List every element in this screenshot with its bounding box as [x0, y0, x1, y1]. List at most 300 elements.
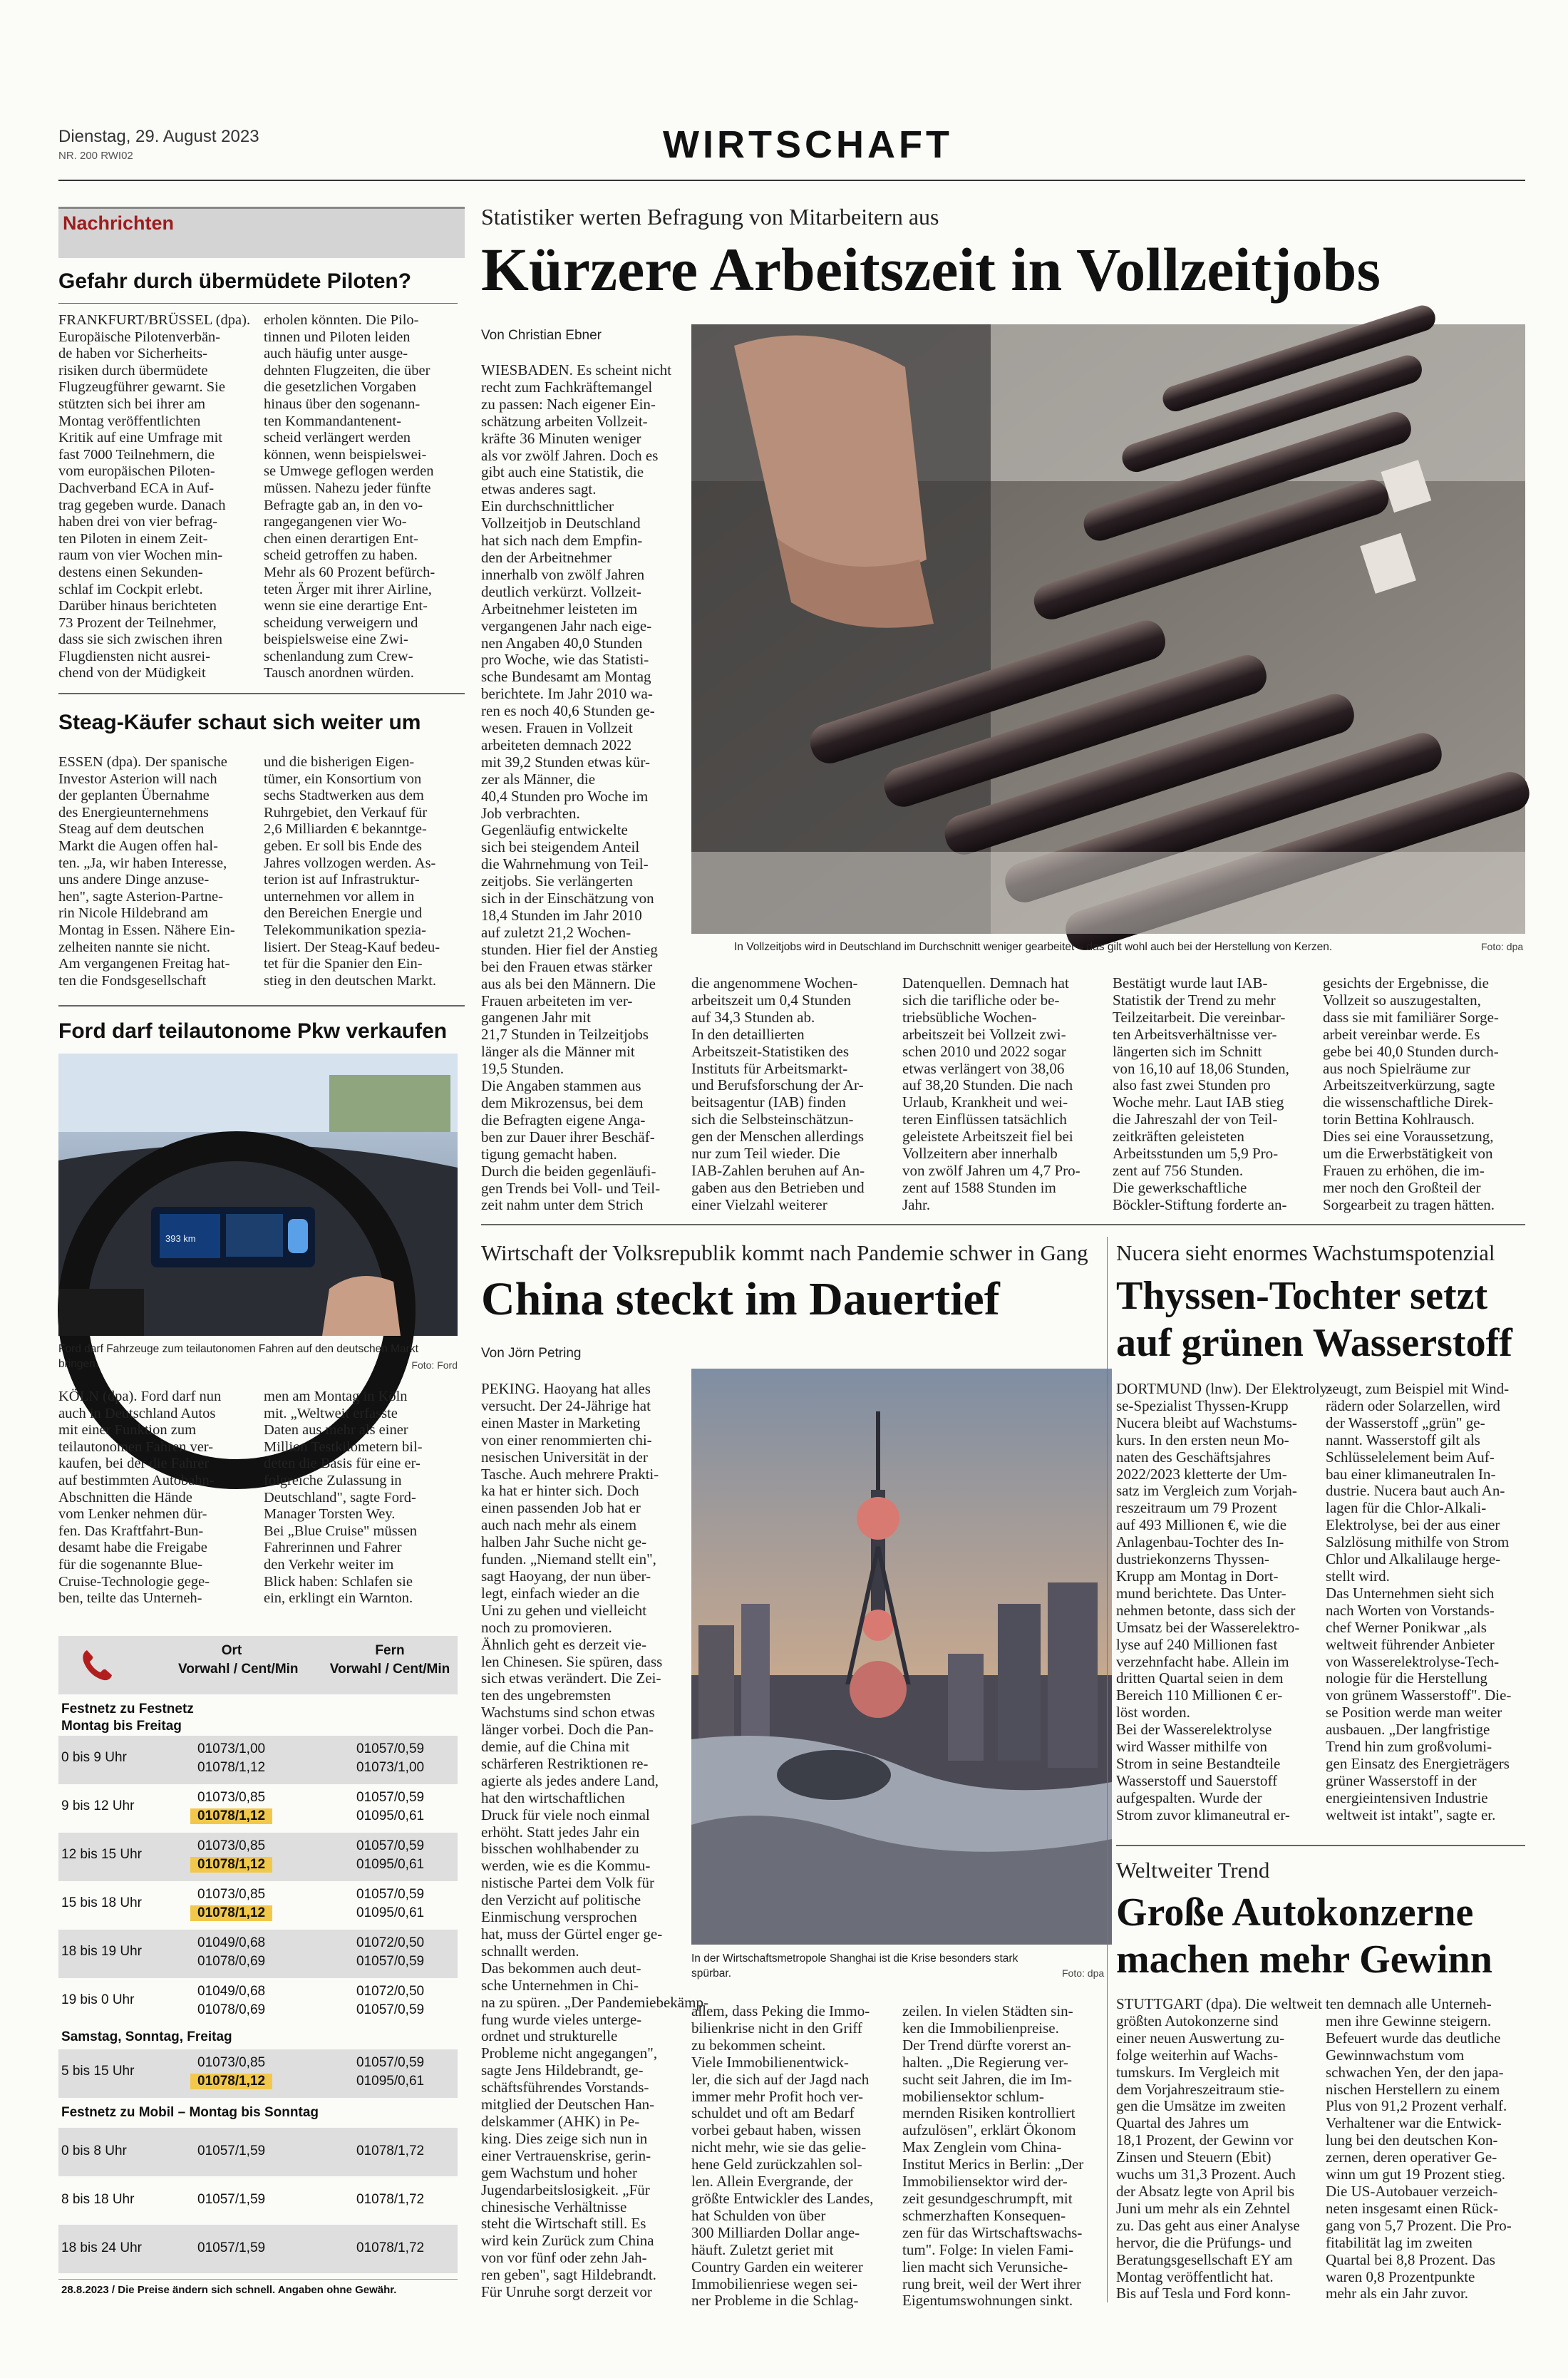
text-line: einer Vertrauenskrise, gerin- — [481, 2146, 651, 2164]
tariff-cell: 01095/0,61 — [356, 2074, 425, 2089]
text-line: Vollzeitern aber innerhalb — [902, 1145, 1058, 1163]
text-line: einen Master in Marketing — [481, 1414, 641, 1431]
text-line: nesischen Universität in der — [481, 1448, 648, 1466]
divider — [58, 1005, 465, 1007]
text-line: aufgespalten. Wurde der — [1116, 1788, 1262, 1806]
text-line: die Jahreszahl der von Teil- — [1113, 1111, 1278, 1128]
text-line: Arbeitszeitverkürzung, sagte — [1323, 1076, 1495, 1094]
text-line: men ihre Gewinne steigern. — [1326, 2012, 1492, 2029]
text-line: Montag in Essen. Nähere Ein- — [58, 922, 235, 938]
text-line: raum von vier Wochen min- — [58, 547, 223, 564]
ford-dashboard-photo — [58, 1054, 458, 1336]
tariff-footnote: 28.8.2023 / Die Preise ändern sich schnell. Angaben ohne Gewähr. — [61, 2284, 397, 2296]
text-line: demie, auf die China mit — [481, 1738, 630, 1756]
text-line: mit. „Weltweit erfasste — [264, 1405, 398, 1421]
text-line: ben, teilte das Unterneh- — [58, 1590, 202, 1607]
text-line: se Position werde man weiter — [1326, 1704, 1502, 1721]
text-line: Salzlösung mithilfe von Strom — [1326, 1533, 1510, 1551]
text-line: se Umwege geflogen werden — [264, 463, 434, 480]
china-kicker: Wirtschaft der Volksrepublik kommt nach Pandemie schwer in Gang — [481, 1240, 1088, 1265]
text-line: Vollzeit so auszugestalten, — [1323, 991, 1481, 1009]
text-line: fung wurde vieles unterge- — [481, 2010, 642, 2028]
text-line: Ein durchschnittlicher — [481, 498, 614, 515]
nucera-headline-2: auf grünen Wasserstoff — [1116, 1321, 1512, 1365]
text-line: zu. Das geht aus einer Analyse — [1116, 2216, 1300, 2234]
text-line: mehr als ein Jahr zuvor. — [1326, 2285, 1469, 2302]
shanghai-photo-caption: In der Wirtschaftsmetropole Shanghai ist die Krise besonders stark spürbar. — [691, 1952, 1018, 1980]
text-line: bei den Frauen etwas stärker — [481, 957, 653, 975]
text-line: STUTTGART (dpa). Die weltweit — [1116, 1995, 1322, 2012]
ford-photo-caption — [58, 1342, 458, 1373]
text-line: Viele Immobilienentwick- — [691, 2053, 849, 2071]
text-line: Country Garden ein weiterer — [691, 2258, 863, 2275]
shanghai-photo-credit: Foto: dpa — [1062, 1967, 1105, 1979]
text-line: von einer renommierten chi- — [481, 1431, 652, 1448]
text-line: aufzulösen", erklärt Ökonom — [902, 2121, 1076, 2139]
tariff-cell: 01078/0,69 — [197, 2002, 266, 2017]
text-line: nistische Partei dem Volk für — [481, 1874, 655, 1892]
text-line: größten Autokonzerne sind — [1116, 2012, 1279, 2029]
text-line: zernen, deren operativer Ge- — [1326, 2148, 1497, 2166]
text-line: Million Testkilometern bil- — [264, 1438, 423, 1455]
text-line: Steag auf dem deutschen — [58, 821, 205, 838]
tariff-cell: 01057/0,59 — [356, 1838, 425, 1853]
text-line: haben drei von vier befrag- — [58, 514, 218, 530]
text-line: vom europäischen Piloten- — [58, 463, 215, 480]
text-line: In den detaillierten — [691, 1025, 805, 1043]
text-line: als vor zwölf Jahren. Doch es — [481, 446, 659, 464]
tariff-cell: 01073/1,00 — [356, 1760, 425, 1775]
text-line: ten Piloten in einem Zeit- — [58, 530, 208, 547]
text-line: erhöht. Statt jedes Jahr ein — [481, 1823, 640, 1841]
text-line: king. Dies zeige sich nun in — [481, 2129, 648, 2147]
text-line: vergangenen Jahr nach eige- — [481, 617, 652, 634]
tariff-row — [58, 1930, 458, 1978]
text-line: nicht mehr, wie sie das gelie- — [691, 2138, 867, 2156]
text-line: gen Einsatz des Energieträgers — [1326, 1754, 1510, 1772]
text-line: Die Angaben stammen aus — [481, 1077, 641, 1095]
text-line: vom Lenker nehmen dür- — [58, 1506, 207, 1523]
text-line: Vollzeitjob in Deutschland — [481, 515, 641, 532]
news-headline-steag: Steag-Käufer schaut sich weiter um — [58, 711, 421, 734]
text-line: Eigentumswohnungen sinkt. — [902, 2292, 1073, 2310]
phone-icon — [78, 1646, 115, 1687]
text-line: se-Spezialist Thyssen-Krupp — [1116, 1396, 1289, 1414]
text-line: nannt. Wasserstoff gilt als — [1326, 1431, 1480, 1448]
text-line: fitabilität lag im zweiten — [1326, 2233, 1472, 2251]
text-line: dass sie sich zwischen ihren — [58, 632, 222, 648]
text-line: Statistik der Trend zu mehr — [1113, 991, 1276, 1009]
text-line: tumskurs. Im Vergleich mit — [1116, 2063, 1280, 2081]
tariff-cell: 01078/1,12 — [190, 1857, 272, 1873]
text-line: halben Jahr Suche nicht ge- — [481, 1533, 647, 1551]
text-line: die Wahrnehmung von Teil- — [481, 855, 649, 873]
tariff-header-row — [58, 1636, 458, 1694]
text-line: hervor, die die Prüfungs- und — [1116, 2233, 1291, 2251]
text-line: gem Wachstum und hoher — [481, 2163, 637, 2181]
text-line: Instituts für Arbeitsmarkt- — [691, 1059, 848, 1077]
text-line: Urlaub, Krankheit und wei- — [902, 1093, 1068, 1111]
tariff-cell: 01057/1,59 — [197, 2240, 266, 2255]
section-title: WIRTSCHAFT — [663, 123, 953, 166]
auto-col-2 — [1326, 1996, 1525, 2302]
text-line: größte Entwickler des Landes, — [691, 2189, 874, 2207]
text-line: Uni zu gehen und vielleicht — [481, 1601, 647, 1619]
text-line: Gewinnwachstum vom — [1326, 2046, 1465, 2064]
text-line: sucht seit Jahren, die im Im- — [902, 2070, 1072, 2088]
text-line: ESSEN (dpa). Der spanische — [58, 754, 227, 770]
text-line: Elektrolyse, bei der aus einer — [1326, 1516, 1500, 1534]
tariff-cell: 01078/1,72 — [356, 2240, 425, 2255]
tariff-cell: 01078/1,12 — [190, 1905, 272, 1921]
text-line: löst worden. — [1116, 1704, 1190, 1721]
tariff-row — [58, 1784, 458, 1833]
nucera-col-2 — [1326, 1381, 1525, 1824]
text-line: Jugendarbeitslosigkeit. „Für — [481, 2181, 650, 2198]
tariff-cell: 01072/0,50 — [356, 1935, 425, 1950]
text-line: 73 Prozent der Teilnehmer, — [58, 614, 217, 631]
text-line: wuchs um 31,3 Prozent. Auch — [1116, 2166, 1296, 2183]
text-line: Der Trend dürfte vorerst an- — [902, 2036, 1071, 2054]
text-line: reszeitraum um 79 Prozent — [1116, 1499, 1277, 1517]
text-line: die Befragten eigene Anga- — [481, 1111, 646, 1128]
text-line: rangegangenen vier Wo- — [264, 514, 407, 530]
text-line: sche Unternehmen in Chi- — [481, 1976, 639, 1994]
text-line: lien macht sich Verunsiche- — [902, 2258, 1068, 2275]
text-line: schenlandung zum Crew- — [264, 648, 413, 664]
text-line: hinaus über den sogenann- — [264, 396, 421, 412]
text-line: WIESBADEN. Es scheint nicht — [481, 361, 672, 379]
text-line: folge weiterhin auf Wachs- — [1116, 2046, 1279, 2064]
section-2-label: Samstag, Sonntag, Freitag — [61, 2029, 232, 2044]
text-line: tümer, ein Konsortium von — [264, 771, 422, 787]
text-line: auch häufig unter ausge- — [264, 346, 408, 362]
auto-headline-2: machen mehr Gewinn — [1116, 1937, 1492, 1982]
text-line: hene Geld zurückzahlen sol- — [691, 2156, 862, 2173]
text-line: Frauen zu erhöhen, die im- — [1323, 1161, 1485, 1179]
text-line: hat den wirtschaftlichen — [481, 1788, 625, 1806]
text-line: torin Bettina Kohlrausch. — [1323, 1111, 1475, 1128]
ford-photo-credit: Foto: Ford — [411, 1359, 458, 1371]
tariff-cell: 01057/1,59 — [197, 2143, 266, 2158]
text-line: terion ist auf Infrastruktur- — [264, 872, 420, 888]
text-line: Abschnitten die Hände — [58, 1489, 192, 1505]
text-line: einer neuen Auswertung zu- — [1116, 2029, 1285, 2047]
text-line: Befragte gab an, in den vo- — [264, 497, 423, 513]
china-col-3 — [902, 2003, 1103, 2310]
text-line: len. Allein Evergrande, der — [691, 2173, 853, 2191]
tariff-cell: 19 bis 0 Uhr — [61, 1992, 135, 2007]
text-line: arbeit vereinbar werde. Es — [1323, 1025, 1480, 1043]
section-1-line-1: Festnetz zu Festnetz — [61, 1702, 194, 1716]
text-line: unternehmen vor allem in — [264, 888, 415, 905]
text-line: ten des ungebremsten — [481, 1687, 611, 1704]
text-line: energieintensiven Industrie — [1326, 1788, 1488, 1806]
tariff-cell: 01073/0,85 — [197, 1887, 266, 1902]
text-line: auf 493 Millionen €, wie die — [1116, 1516, 1287, 1534]
text-line: schuldet und oft am Bedarf — [691, 2104, 855, 2122]
tariff-row — [58, 1881, 458, 1930]
text-line: dehnten Flugzeiten, die über — [264, 362, 430, 379]
text-line: sagte Jens Hildebrandt, ge- — [481, 2062, 644, 2079]
text-line: zent auf 1588 Stunden im — [902, 1178, 1056, 1196]
text-line: stützten sich bei ihrer am — [58, 396, 206, 412]
text-line: bau einer klimaneutralen In- — [1326, 1465, 1496, 1483]
text-line: neten insgesamt einen Rück- — [1326, 2199, 1499, 2217]
text-line: schnallt werden. — [481, 1942, 579, 1960]
text-line: ren geben", sagt Hildebrandt. — [481, 2266, 656, 2284]
text-line: Bei der Wasserelektrolyse — [1116, 1721, 1272, 1739]
text-line: allem, dass Peking die Immo- — [691, 2002, 870, 2019]
text-line: naten des Geschäftsjahres — [1116, 1448, 1271, 1466]
text-line: zent auf 756 Stunden. — [1113, 1161, 1244, 1179]
text-line: 2,6 Milliarden € bekanntge- — [264, 821, 427, 838]
text-line: sich etwas verändert. Die Zei- — [481, 1669, 661, 1687]
text-line: auf bestimmten Autobahn- — [58, 1472, 215, 1488]
text-line: die wissenschaftliche Direk- — [1323, 1093, 1494, 1111]
text-line: schlaf im Cockpit erlebt. — [58, 581, 203, 597]
text-line: delskammer (AHK) in Pe- — [481, 2112, 640, 2130]
tariff-cell: 01073/0,85 — [197, 1838, 266, 1853]
text-line: teten Ärger mit ihrer Airline, — [264, 581, 432, 597]
text-line: immer mehr Profit hoch ver- — [691, 2087, 864, 2105]
text-line: sich bei steigendem Anteil — [481, 838, 640, 856]
tariff-row — [58, 1978, 458, 2027]
auto-col-1 — [1116, 1995, 1322, 2302]
text-line: der geplanten Übernahme — [58, 788, 210, 804]
text-line: nehmen betonte, dass sich der — [1116, 1601, 1296, 1619]
china-headline: China steckt im Dauertief — [481, 1273, 1000, 1325]
text-line: von grünem Wasserstoff". Die- — [1326, 1687, 1512, 1704]
text-line: Max Zenglein vom China- — [902, 2138, 1062, 2156]
candle-photo-credit: Foto: dpa — [1481, 941, 1524, 952]
main-col-4 — [1113, 975, 1314, 1214]
text-line: Sorgearbeit zu tragen hätten. — [1323, 1195, 1495, 1213]
tariff-row — [58, 1833, 458, 1881]
text-line: ein, erklingt ein Warnton. — [264, 1590, 413, 1607]
news-headline-ford: Ford darf teilautonome Pkw verkaufen — [58, 1019, 448, 1043]
text-line: gesichts der Ergebnisse, die — [1323, 974, 1489, 992]
text-line: Schlüsselelement beim Auf- — [1326, 1448, 1495, 1466]
text-line: Teilzeitarbeit. Die vereinbar- — [1113, 1008, 1286, 1026]
tariff-cell: 01095/0,61 — [356, 1808, 425, 1823]
text-line: sche Bundesamt am Montag — [481, 668, 651, 686]
shanghai-photo — [691, 1369, 1112, 1945]
news-ford-col-2 — [264, 1389, 460, 1607]
text-line: schätzung arbeiten Vollzeit- — [481, 412, 648, 430]
text-line: 18,1 Prozent, der Gewinn vor — [1116, 2131, 1294, 2149]
text-line: ten Arbeitsverhältnisse ver- — [1113, 1025, 1277, 1043]
text-line: den Verzicht auf politische — [481, 1891, 641, 1909]
text-line: auf 38,20 Stunden. Die nach — [902, 1076, 1073, 1094]
text-line: Immobilienriese wegen sei- — [691, 2275, 858, 2292]
text-line: zeit gesundgeschrumpft, mit — [902, 2189, 1073, 2207]
tariff-row — [58, 2128, 458, 2176]
text-line: schen 2010 und 2022 sogar — [902, 1042, 1066, 1060]
text-line: 18,4 Stunden im Jahr 2010 — [481, 907, 642, 924]
text-line: Verhaltener war die Entwick- — [1326, 2114, 1502, 2132]
text-line: na zu spüren. „Der Pandemiebekämp- — [481, 1993, 708, 2011]
ford-caption-text: Ford darf Fahrzeuge zum teilautonomen Fahren auf den deutschen Markt bringen. — [58, 1343, 418, 1370]
text-line: Wachstums sind schon etwas — [481, 1704, 655, 1721]
text-line: Europäische Pilotenverbän- — [58, 329, 221, 345]
text-line: 21,7 Stunden in Teilzeitjobs — [481, 1026, 649, 1044]
text-line: Institut Merics in Berlin: „Der — [902, 2156, 1084, 2173]
auto-kicker: Weltweiter Trend — [1116, 1858, 1270, 1883]
tariff-cell: 12 bis 15 Uhr — [61, 1847, 143, 1862]
text-line: weltweit führender Anbieter — [1326, 1635, 1495, 1653]
main-headline: Kürzere Arbeitszeit in Vollzeitjobs — [481, 235, 1381, 304]
text-line: Plus von 91,2 Prozent verhalf. — [1326, 2097, 1507, 2115]
text-line: Anlagenbau-Tochter des In- — [1116, 1533, 1284, 1551]
text-line: 19,5 Stunden. — [481, 1060, 564, 1078]
text-line: schärferen Restriktionen re- — [481, 1754, 649, 1772]
nucera-kicker: Nucera sieht enormes Wachstumspotenzial — [1116, 1240, 1495, 1265]
text-line: müssen. Nahezu jeder fünfte — [264, 480, 431, 496]
text-line: lagen für die Chlor-Alkali- — [1326, 1499, 1487, 1517]
text-line: Manager Torsten Wey. — [264, 1506, 396, 1523]
text-line: vorbei gebaut haben, wissen — [691, 2121, 861, 2139]
text-line: Strom zuvor klimaneutral er- — [1116, 1806, 1290, 1823]
text-line: Druck für viele noch einmal — [481, 1806, 650, 1823]
text-line: dritten Quartal seien in dem — [1116, 1669, 1284, 1687]
text-line: fen. Das Kraftfahrt-Bun- — [58, 1523, 204, 1539]
text-line: sagt Haoyang, der nun über- — [481, 1567, 651, 1585]
text-line: 2022/2023 kletterte der Um- — [1116, 1465, 1287, 1483]
text-line: ordnet und strukturelle — [481, 2027, 618, 2045]
text-line: und die bisherigen Eigen- — [264, 754, 415, 770]
text-line: gaben aus den Betrieben und — [691, 1178, 865, 1196]
text-line: sechs Stadtwerken aus dem — [264, 788, 424, 804]
text-line: Arbeitnehmer leisteten im — [481, 599, 638, 617]
text-line: Für Unruhe sorgt derzeit vor — [481, 2283, 652, 2301]
text-line: lung bei den deutschen Kon- — [1326, 2131, 1498, 2149]
text-line: ausbauen. „Der langfristige — [1326, 1721, 1490, 1739]
tariff-cell: 18 bis 24 Uhr — [61, 2240, 143, 2255]
col-fern-sub: Vorwahl / Cent/Min — [329, 1662, 450, 1677]
text-line: arbeitszeit um 0,4 Stunden — [691, 991, 851, 1009]
text-line: Bei „Blue Cruise" müssen — [264, 1523, 418, 1539]
text-line: Dies sei eine Voraussetzung, — [1323, 1128, 1494, 1146]
text-line: dem Vorjahreszeitraum stie- — [1116, 2080, 1284, 2098]
tariff-cell: 01072/0,50 — [356, 1984, 425, 1999]
news-steag-col-1 — [58, 754, 254, 989]
text-line: zelheiten nannte sie nicht. — [58, 939, 210, 955]
text-line: dem Mikrozensus, bei dem — [481, 1093, 644, 1111]
text-line: für die sogenannte Blue- — [58, 1556, 203, 1573]
text-line: Frauen arbeiteten im ver- — [481, 992, 633, 1009]
text-line: einen passenden Job hat er — [481, 1499, 641, 1517]
text-line: der Wasserstoff „grün" ge- — [1326, 1414, 1485, 1431]
text-line: versucht. Der 24-Jährige hat — [481, 1396, 651, 1414]
text-line: Befeuert wurde das deutliche — [1326, 2029, 1501, 2047]
tariff-cell: 18 bis 19 Uhr — [61, 1944, 143, 1959]
text-line: gen Trends bei Voll- und Teil- — [481, 1179, 661, 1197]
tariff-cell: 01073/0,85 — [197, 2055, 266, 2070]
text-line: stunden. Hier fiel der Anstieg — [481, 940, 658, 958]
nucera-headline-1: Thyssen-Tochter setzt — [1116, 1274, 1488, 1318]
text-line: Zinsen und Steuern (Ebit) — [1116, 2148, 1272, 2166]
auto-headline-1: Große Autokonzerne — [1116, 1890, 1474, 1935]
text-line: 300 Milliarden Dollar ange- — [691, 2223, 860, 2241]
text-line: chinesische Verhältnisse — [481, 2198, 627, 2215]
text-line: ten. „Ja, wir haben Interesse, — [58, 855, 227, 871]
text-line: legt, einfach wieder an die — [481, 1584, 640, 1602]
text-line: triebsübliche Wochen- — [902, 1008, 1037, 1026]
text-line: etwas anderes sagt. — [481, 480, 597, 498]
text-line: erholen könnten. Die Pilo- — [264, 312, 419, 328]
tariff-section-1 — [58, 1699, 458, 1734]
text-line: sich die tarifliche oder be- — [902, 991, 1060, 1009]
text-line: Quartal bei 8,8 Prozent. Das — [1326, 2250, 1495, 2268]
text-line: Montag veröffentlichten — [58, 413, 201, 429]
text-line: ben zur Dauer ihrer Beschäf- — [481, 1128, 655, 1146]
text-line: men am Montag in Köln — [264, 1389, 408, 1404]
text-line: des Energieunternehmens — [58, 804, 209, 820]
text-line: pro Woche, wie das Statisti- — [481, 651, 649, 669]
section-1-line-2: Montag bis Freitag — [61, 1719, 182, 1734]
text-line: Chlor und Alkalilauge herge- — [1326, 1550, 1501, 1568]
text-line: bisschen wohlhabender zu — [481, 1840, 639, 1858]
tariff-cell: 01057/0,59 — [356, 2002, 425, 2017]
text-line: Montag veröffentlicht hat. — [1116, 2268, 1274, 2285]
text-line: KÖLN (dpa). Ford darf nun — [58, 1389, 222, 1404]
china-col-2 — [691, 2003, 892, 2310]
text-line: etwas verlängert von 38,06 — [902, 1059, 1065, 1077]
phone-tariff-table-cont — [58, 2049, 458, 2306]
tariff-cell: 01057/0,59 — [356, 1954, 425, 1969]
text-line: ler, die sich auf der Jagd nach — [691, 2070, 870, 2088]
tariff-row — [58, 2225, 458, 2273]
text-line: den der Arbeitnehmer — [481, 548, 612, 566]
text-line: tinnen und Piloten leiden — [264, 329, 411, 345]
tariff-cell: 01057/1,59 — [197, 2192, 266, 2207]
tariff-footnote-row — [58, 2279, 458, 2300]
news-ford-col-1 — [58, 1389, 254, 1607]
text-line: dustrie. Nucera baut auch An- — [1326, 1482, 1505, 1500]
text-line: tum". Folge: In vielen Fami- — [902, 2240, 1074, 2258]
tariff-section-3 — [58, 2098, 458, 2126]
text-line: ten die Fondsgesellschaft — [58, 972, 207, 989]
text-line: kaufen, bei der die Fahrer — [58, 1456, 210, 1472]
text-line: gang von 5,7 Prozent. Die Pro- — [1326, 2216, 1512, 2234]
tariff-cell: 01078/1,12 — [190, 1808, 272, 1824]
text-line: Die gewerkschaftliche — [1113, 1178, 1247, 1196]
text-line: um die Erwerbstätigkeit von — [1323, 1145, 1493, 1163]
tariff-cell: 01049/0,68 — [197, 1935, 266, 1950]
text-line: agierte als jedes andere Land, — [481, 1771, 659, 1789]
text-line: Cruise-Technologie gege- — [58, 1573, 210, 1590]
col-ort-sub: Vorwahl / Cent/Min — [178, 1662, 299, 1677]
text-line: Beratungsgesellschaft EY am — [1116, 2250, 1293, 2268]
tariff-cell: 01057/0,59 — [356, 1741, 425, 1756]
text-line: stellt wird. — [1326, 1567, 1390, 1585]
text-line: die angenommene Wochen- — [691, 974, 858, 992]
text-line: kurs. In den ersten neun Mo- — [1116, 1431, 1289, 1448]
text-line: grüner Wasserstoff in der — [1326, 1771, 1477, 1789]
text-line: nur zum Teil wieder. Die — [691, 1145, 840, 1163]
tariff-row — [58, 2176, 458, 2225]
text-line: noch zu promovieren. — [481, 1618, 612, 1636]
tariff-cell: 01057/0,59 — [356, 1887, 425, 1902]
text-line: beitsagentur (IAB) finden — [691, 1093, 846, 1111]
tariff-cell: 01078/0,69 — [197, 1954, 266, 1969]
text-line: scheidung verweigern und — [264, 614, 418, 631]
text-line: folgreiche Zulassung in — [264, 1472, 402, 1488]
text-line: länger als die Männer mit — [481, 1043, 635, 1061]
text-line: Einmischung versprochen — [481, 1908, 637, 1926]
text-line: Tasche. Auch mehrere Prakti- — [481, 1465, 659, 1483]
